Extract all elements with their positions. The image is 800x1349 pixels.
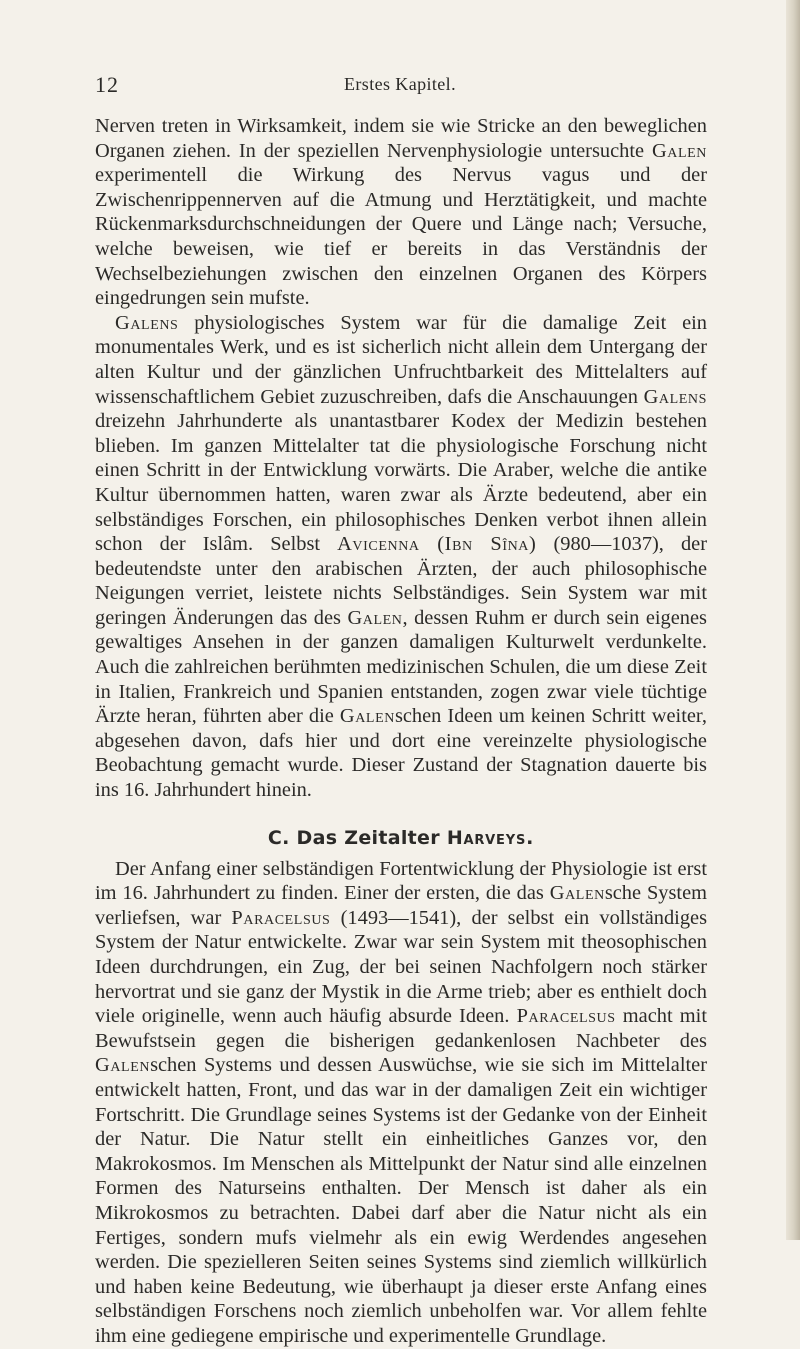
section-heading — [95, 825, 707, 851]
page-edge-shadow — [786, 0, 800, 1240]
name-galen: Galen — [651, 139, 707, 162]
text-run: dreizehn Jahrhunderte als unantastbarer Kodex der Medizin bestehen blieben. Im ganzen Mittelalter tat die physiologische Forschung nicht einen Schritt in der Entwicklung vorwärts. Die Araber, welche die antike Kultur übernommen hatten, waren zwar als Ärzte bedeutend, aber ein selbständiges Forschen, ein philosophisches Denken verbot ihnen allein schon der Islâm. Selbst — [95, 410, 707, 556]
text-run: schen Systems und dessen Auswüchse, wie sie sich im Mittelalter entwickelt hatten, Front, und das war in der damaligen Zeit ein wichtiger Fortschritt. Die Grundlage seines Systems ist der Gedanke von der Einheit der Natur. Die Natur stellt ein einheitliches Ganzes vor, den Makrokosmos. Im Menschen als Mittelpunkt der Natur sind alle einzelnen Formen des Naturseins enthalten. Der Mensch ist daher als ein Mikrokosmos zu betrachten. Dabei darf aber die Natur nicht als ein Fertiges, sondern mufs vielmehr als ein ewig Werdendes angesehen werden. Die spezielleren Seiten seines Systems sind ziemlich willkürlich und haben keine Bedeutung, wie überhaupt ja dieser erste Anfang eines selbständigen Forschens noch ziemlich unbeholfen war. Vor allem fehlte ihm eine gediegene empirische und experimentelle Grundlage. — [95, 1054, 707, 1347]
text-run: physiologisches System war für die damalige Zeit ein monumentales Werk, und es ist sicherlich nicht allein dem Untergang der alten Kultur und der gänzlichen Unfruchtbarkeit des Mittelalters auf wissenschaftlichem Gebiet zuzuschreiben, dafs die Anschauungen — [95, 311, 707, 408]
name-galen: Galen — [339, 705, 395, 728]
text-run: (980—1037), der bedeutendste unter den arabischen Ärzten, der auch philosophische Neigungen verriet, leistete nichts Selbständiges. Sein System war mit geringen Änderungen das des — [95, 533, 708, 629]
text-run: schen Ideen um keinen Schritt weiter, abgesehen davon, dafs hier und dort eine vereinzelte physiologische Beobachtung gemacht wurde. Dieser Zustand der Stagnation dauerte bis ins 16. Jahrhundert hinein. — [95, 705, 707, 802]
text-run: Nerven treten in Wirksamkeit, indem sie wie Stricke an den beweglichen Organen ziehen. In der speziellen Nervenphysiologie untersuchte — [95, 115, 707, 162]
heading-text: C. Das Zeitalter — [267, 826, 447, 849]
text-run: , dessen Ruhm er durch sein eigenes gewaltiges Ansehen in der ganzen damaligen Kulturwelt verdunkelte. Auch die zahlreichen berühmten medizinischen Schulen, die um diese Zeit in Italien, Frankreich und Spanien entstanden, zogen zwar viele tüchtige Ärzte heran, führten aber die — [95, 606, 707, 728]
name-avicenna: Avicenna (Ibn Sîna) — [337, 533, 537, 556]
paragraph-paracelsus — [95, 857, 707, 1349]
text-run: experimentell die Wirkung des Nervus vagus und der Zwischenrippennerven auf die Atmung und Herztätigkeit, und machte Rückenmarksdurchschneidungen der Quere und Länge nach; Versuche, welche beweisen, wie tief er bereits in das Verständnis der Wechselbeziehungen zwischen den einzelnen Organen des Körpers eingedrungen sein mufste. — [95, 164, 707, 310]
name-galen: Galen — [549, 882, 605, 905]
page-number: 12 — [95, 72, 119, 97]
name-galen: Galens — [115, 311, 179, 334]
name-galen: Galen — [95, 1054, 151, 1077]
text-run: sche System verliefsen, war — [95, 882, 707, 929]
paragraph-galen-system — [95, 311, 707, 803]
paragraph-nerves — [95, 114, 707, 311]
text-run: (1493—1541), der selbst ein vollständiges System der Natur entwickelte. Zwar war sein System mit theosophischen Ideen durchdrungen, ein Zug, der bei seinen Nachfolgern noch stärker hervortrat und sie ganz der Mystik in die Arme trieb; aber es enthielt doch viele originelle, wenn auch häufig absurde Ideen. — [95, 906, 707, 1028]
name-paracelsus: Paracelsus — [231, 906, 331, 929]
name-harvey: Harveys. — [446, 826, 535, 849]
text-run: Der Anfang einer selbständigen Fortentwicklung der Physiologie ist erst im 16. Jahrhundert zu finden. Einer der ersten, die das — [95, 857, 707, 905]
page-header — [95, 72, 705, 98]
name-galen: Galens — [643, 385, 707, 408]
name-galen: Galen — [347, 606, 403, 629]
page-body — [95, 114, 707, 1349]
name-paracelsus: Paracelsus — [516, 1005, 616, 1028]
text-run: macht mit Bewufstsein gegen die bisherigen gedankenlosen Nachbeter des — [95, 1005, 707, 1052]
running-head: Erstes Kapitel. — [344, 74, 456, 94]
